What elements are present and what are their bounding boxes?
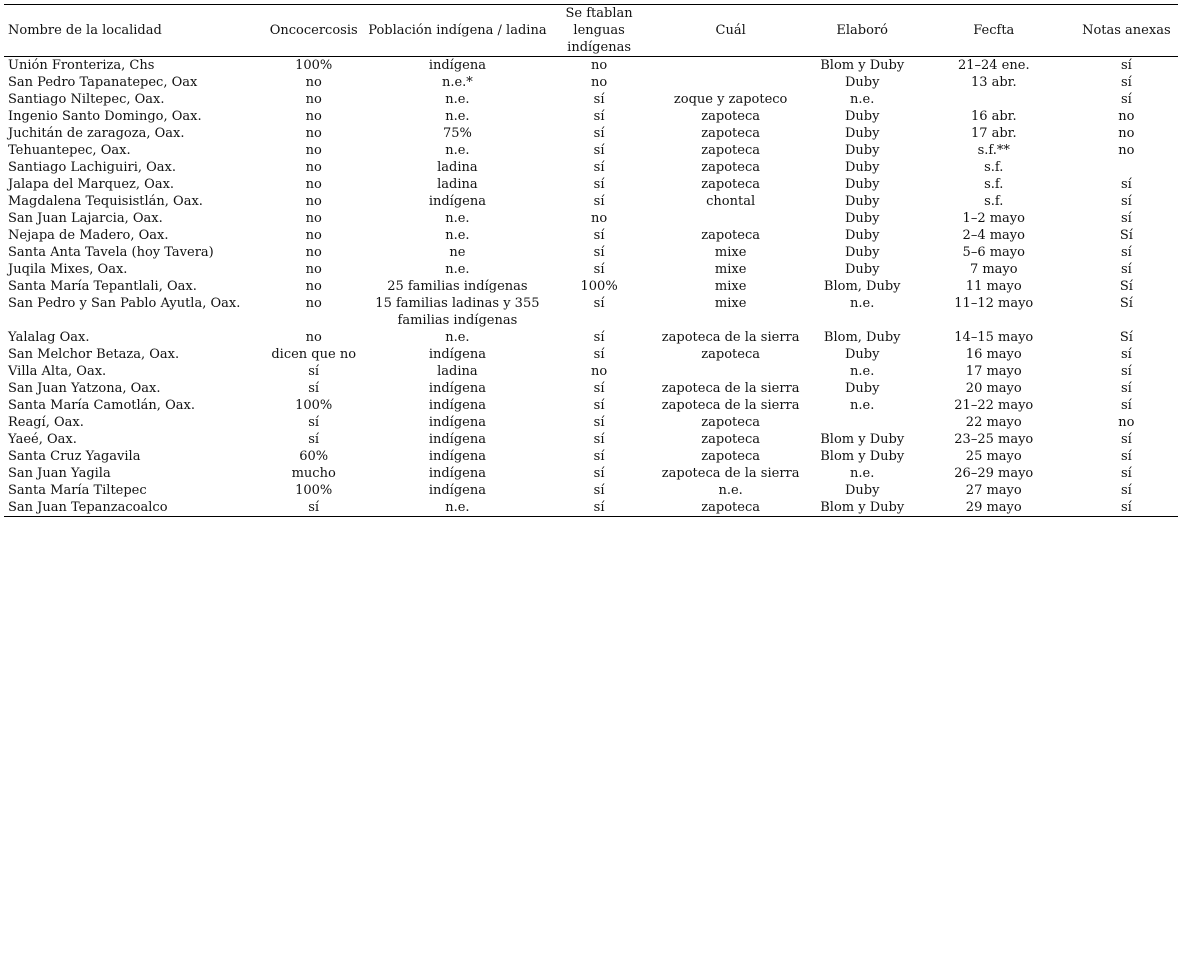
cell-notas: sí	[1120, 194, 1132, 209]
cell-nombre: Tehuantepec, Oax.	[8, 143, 131, 158]
cell-fecha: 21–24 ene.	[957, 58, 1030, 73]
cell-notas: sí	[1120, 483, 1132, 498]
cell-notas: sí	[1120, 347, 1132, 362]
cell-elaboro: Blom y Duby	[820, 449, 905, 464]
cell-poblacion: indígena	[428, 466, 486, 481]
cell-oncocercosis: no	[305, 245, 322, 260]
cell-poblacion: n.e.	[445, 92, 470, 107]
cell-lenguas: sí	[593, 228, 605, 243]
cell-lenguas: sí	[593, 449, 605, 464]
cell-notas: sí	[1120, 211, 1132, 226]
cell-fecha: 21–22 mayo	[954, 398, 1034, 413]
cell-poblacion: ladina	[437, 177, 478, 192]
cell-cual: zapoteca	[701, 177, 760, 192]
table-body	[4, 57, 1178, 517]
cell-cual	[650, 210, 812, 227]
cell-cual: zapoteca	[701, 228, 760, 243]
cell-notas: sí	[1120, 381, 1132, 396]
cell-oncocercosis: no	[305, 296, 322, 311]
cell-lenguas: no	[590, 58, 608, 73]
cell-nombre: San Juan Yatzona, Oax.	[8, 381, 161, 396]
cell-notas: Sí	[1119, 330, 1133, 345]
cell-elaboro: n.e.	[850, 364, 875, 379]
table-row	[4, 346, 1178, 363]
cell-fecha: 25 mayo	[965, 449, 1022, 464]
cell-cual: zapoteca	[701, 432, 760, 447]
cell-nombre: Santa María Camotlán, Oax.	[8, 398, 195, 413]
cell-elaboro: Duby	[844, 228, 880, 243]
table-row	[4, 142, 1178, 159]
cell-notas: sí	[1120, 466, 1132, 481]
cell-cual: chontal	[706, 194, 756, 209]
cell-cual: mixe	[714, 262, 747, 277]
cell-poblacion: n.e.*	[441, 75, 473, 90]
cell-poblacion: indígena	[428, 381, 486, 396]
table-row	[4, 397, 1178, 414]
cell-cual: zapoteca	[701, 160, 760, 175]
cell-cual	[650, 363, 812, 380]
table-row	[4, 125, 1178, 142]
cell-lenguas: no	[590, 364, 608, 379]
cell-lenguas: no	[590, 211, 608, 226]
cell-notas: sí	[1120, 500, 1132, 515]
cell-poblacion: n.e.	[445, 228, 470, 243]
cell-lenguas: sí	[593, 262, 605, 277]
cell-lenguas: no	[590, 75, 608, 90]
cell-lenguas: sí	[593, 432, 605, 447]
cell-lenguas: sí	[593, 126, 605, 141]
cell-elaboro: Duby	[844, 160, 880, 175]
cell-fecha: 5–6 mayo	[962, 245, 1025, 260]
cell-nombre: Juchitán de zaragoza, Oax.	[8, 126, 185, 141]
table-row	[4, 482, 1178, 499]
cell-poblacion: n.e.	[445, 500, 470, 515]
header-elaboro: Elaboró	[836, 23, 888, 38]
cell-elaboro: Duby	[844, 262, 880, 277]
cell-oncocercosis: no	[305, 109, 322, 124]
cell-oncocercosis: no	[305, 92, 322, 107]
cell-oncocercosis: no	[305, 143, 322, 158]
cell-nombre: Santa Cruz Yagavila	[8, 449, 141, 464]
cell-notas: sí	[1120, 262, 1132, 277]
cell-fecha: 7 mayo	[969, 262, 1018, 277]
table-row	[4, 261, 1178, 278]
cell-lenguas: sí	[593, 143, 605, 158]
cell-poblacion: 25 familias indígenas	[387, 279, 528, 294]
localities-table-container	[4, 4, 1178, 517]
cell-fecha: 23–25 mayo	[954, 432, 1034, 447]
cell-nombre: Juqila Mixes, Oax.	[8, 262, 128, 277]
cell-cual: zapoteca de la sierra	[661, 466, 800, 481]
table-row	[4, 465, 1178, 482]
table-row	[4, 414, 1178, 431]
cell-fecha: 11 mayo	[965, 279, 1022, 294]
cell-oncocercosis: no	[305, 279, 322, 294]
cell-nombre: Nejapa de Madero, Oax.	[8, 228, 169, 243]
table-row	[4, 210, 1178, 227]
table-row	[4, 57, 1178, 75]
cell-notas: sí	[1120, 364, 1132, 379]
cell-cual: zapoteca	[701, 109, 760, 124]
table-row	[4, 448, 1178, 465]
cell-cual: n.e.	[718, 483, 743, 498]
cell-nombre: Ingenio Santo Domingo, Oax.	[8, 109, 202, 124]
cell-fecha: 13 abr.	[970, 75, 1017, 90]
cell-poblacion: indígena	[428, 415, 486, 430]
cell-oncocercosis: no	[305, 160, 322, 175]
cell-cual: zapoteca	[701, 415, 760, 430]
cell-notas: no	[1118, 109, 1135, 124]
cell-fecha: s.f.**	[977, 143, 1010, 158]
cell-fecha: 27 mayo	[965, 483, 1022, 498]
cell-cual: mixe	[714, 279, 747, 294]
cell-poblacion: ne	[449, 245, 466, 260]
cell-cual: zapoteca	[701, 126, 760, 141]
cell-elaboro: Duby	[844, 109, 880, 124]
cell-poblacion: indígena	[428, 449, 486, 464]
table-row	[4, 244, 1178, 261]
cell-cual: zapoteca de la sierra	[661, 381, 800, 396]
table-row	[4, 91, 1178, 108]
table-row	[4, 431, 1178, 448]
cell-lenguas: sí	[593, 177, 605, 192]
cell-nombre: San Juan Yagila	[8, 466, 111, 481]
cell-poblacion: 75%	[442, 126, 472, 141]
cell-nombre: Santa María Tepantlali, Oax.	[8, 279, 197, 294]
cell-elaboro: n.e.	[850, 92, 875, 107]
cell-nombre: Unión Fronteriza, Chs	[8, 58, 155, 73]
cell-poblacion: ladina	[437, 160, 478, 175]
cell-fecha: 20 mayo	[965, 381, 1022, 396]
cell-cual: zapoteca de la sierra	[661, 398, 800, 413]
cell-fecha: 2–4 mayo	[962, 228, 1025, 243]
cell-poblacion: indígena	[428, 483, 486, 498]
cell-fecha: 11–12 mayo	[954, 296, 1034, 311]
cell-elaboro: Blom y Duby	[820, 500, 905, 515]
cell-nombre: San Melchor Betaza, Oax.	[8, 347, 180, 362]
table-row	[4, 193, 1178, 210]
cell-fecha: s.f.	[984, 194, 1004, 209]
cell-oncocercosis: no	[305, 330, 322, 345]
cell-fecha: 16 mayo	[965, 347, 1022, 362]
cell-cual: zapoteca de la sierra	[661, 330, 800, 345]
cell-nombre: Villa Alta, Oax.	[8, 364, 107, 379]
cell-lenguas: sí	[593, 296, 605, 311]
localities-table	[4, 4, 1178, 517]
cell-notas: sí	[1120, 449, 1132, 464]
cell-lenguas: sí	[593, 160, 605, 175]
cell-poblacion: n.e.	[445, 109, 470, 124]
cell-fecha: 17 abr.	[970, 126, 1017, 141]
cell-oncocercosis: sí	[308, 432, 320, 447]
cell-lenguas: sí	[593, 245, 605, 260]
table-row	[4, 176, 1178, 193]
cell-notas	[1075, 159, 1178, 176]
cell-fecha: 14–15 mayo	[954, 330, 1034, 345]
cell-nombre: Magdalena Tequisistlán, Oax.	[8, 194, 203, 209]
table-header	[4, 5, 1178, 57]
cell-notas: no	[1118, 126, 1135, 141]
cell-poblacion: n.e.	[445, 330, 470, 345]
cell-notas: Sí	[1119, 279, 1133, 294]
cell-oncocercosis: 100%	[295, 58, 333, 73]
table-row	[4, 329, 1178, 346]
cell-lenguas: sí	[593, 109, 605, 124]
cell-oncocercosis: dicen que no	[271, 347, 357, 362]
cell-elaboro: Duby	[844, 347, 880, 362]
table-row	[4, 159, 1178, 176]
cell-cual: zoque y zapoteco	[673, 92, 788, 107]
cell-elaboro: Blom, Duby	[823, 330, 901, 345]
cell-fecha: 22 mayo	[965, 415, 1022, 430]
cell-lenguas: sí	[593, 398, 605, 413]
cell-nombre: San Juan Tepanzacoalco	[8, 500, 168, 515]
cell-elaboro: Duby	[844, 126, 880, 141]
cell-fecha: 26–29 mayo	[954, 466, 1034, 481]
cell-poblacion: 15 familias ladinas y 355 familias indígenas	[375, 296, 540, 328]
cell-oncocercosis: sí	[308, 415, 320, 430]
cell-notas: sí	[1120, 58, 1132, 73]
cell-poblacion: indígena	[428, 58, 486, 73]
cell-fecha	[913, 91, 1075, 108]
cell-oncocercosis: 60%	[299, 449, 329, 464]
cell-notas: sí	[1120, 398, 1132, 413]
table-row	[4, 380, 1178, 397]
cell-oncocercosis: mucho	[291, 466, 336, 481]
cell-cual: zapoteca	[701, 500, 760, 515]
cell-oncocercosis: 100%	[295, 483, 333, 498]
cell-notas: sí	[1120, 75, 1132, 90]
table-row	[4, 108, 1178, 125]
cell-cual: zapoteca	[701, 347, 760, 362]
cell-nombre: San Pedro y San Pablo Ayutla, Oax.	[8, 296, 241, 311]
cell-nombre: Santa María Tiltepec	[8, 483, 147, 498]
cell-oncocercosis: 100%	[295, 398, 333, 413]
cell-elaboro: Duby	[844, 245, 880, 260]
cell-cual: mixe	[714, 245, 747, 260]
cell-notas: Sí	[1119, 296, 1133, 311]
header-lenguas: Se ftablan lenguas indígenas	[565, 6, 633, 55]
cell-fecha: 1–2 mayo	[962, 211, 1025, 226]
cell-poblacion: indígena	[428, 432, 486, 447]
cell-poblacion: n.e.	[445, 262, 470, 277]
cell-elaboro: Duby	[844, 177, 880, 192]
cell-elaboro	[812, 414, 913, 431]
cell-poblacion: indígena	[428, 194, 486, 209]
cell-nombre: Yalalag Oax.	[8, 330, 90, 345]
cell-lenguas: sí	[593, 92, 605, 107]
cell-oncocercosis: sí	[308, 364, 320, 379]
cell-nombre: Yaeé, Oax.	[8, 432, 77, 447]
cell-elaboro: Duby	[844, 194, 880, 209]
cell-elaboro: Duby	[844, 381, 880, 396]
header-nombre: Nombre de la localidad	[8, 23, 162, 38]
cell-nombre: Santa Anta Tavela (hoy Tavera)	[8, 245, 214, 260]
cell-elaboro: n.e.	[850, 466, 875, 481]
cell-lenguas: sí	[593, 347, 605, 362]
cell-notas: sí	[1120, 245, 1132, 260]
cell-lenguas: sí	[593, 415, 605, 430]
cell-oncocercosis: no	[305, 211, 322, 226]
cell-lenguas: sí	[593, 194, 605, 209]
cell-nombre: Jalapa del Marquez, Oax.	[8, 177, 175, 192]
cell-notas: sí	[1120, 432, 1132, 447]
cell-lenguas: sí	[593, 500, 605, 515]
cell-lenguas: sí	[593, 466, 605, 481]
table-row	[4, 363, 1178, 380]
header-poblacion: Población indígena / ladina	[368, 23, 547, 38]
header-notas: Notas anexas	[1082, 23, 1171, 38]
header-cual: Cuál	[715, 23, 746, 38]
cell-oncocercosis: sí	[308, 381, 320, 396]
cell-fecha: s.f.	[984, 177, 1004, 192]
table-row	[4, 278, 1178, 295]
cell-elaboro: n.e.	[850, 398, 875, 413]
cell-nombre: Santiago Lachiguiri, Oax.	[8, 160, 176, 175]
cell-oncocercosis: no	[305, 177, 322, 192]
cell-fecha: 17 mayo	[965, 364, 1022, 379]
cell-lenguas: 100%	[580, 279, 618, 294]
table-row	[4, 227, 1178, 244]
cell-cual: zapoteca	[701, 143, 760, 158]
cell-elaboro: Blom y Duby	[820, 58, 905, 73]
cell-fecha: s.f.	[984, 160, 1004, 175]
cell-poblacion: ladina	[437, 364, 478, 379]
cell-nombre: Reagí, Oax.	[8, 415, 84, 430]
cell-oncocercosis: no	[305, 75, 322, 90]
cell-lenguas: sí	[593, 483, 605, 498]
cell-fecha: 16 abr.	[970, 109, 1017, 124]
cell-elaboro: Blom y Duby	[820, 432, 905, 447]
cell-poblacion: n.e.	[445, 211, 470, 226]
cell-nombre: San Juan Lajarcia, Oax.	[8, 211, 163, 226]
cell-nombre: San Pedro Tapanatepec, Oax	[8, 75, 198, 90]
cell-notas: sí	[1120, 177, 1132, 192]
header-oncocercosis: Oncocercosis	[269, 23, 358, 38]
table-row	[4, 74, 1178, 91]
cell-elaboro: Duby	[844, 143, 880, 158]
cell-poblacion: indígena	[428, 347, 486, 362]
cell-oncocercosis: no	[305, 194, 322, 209]
header-fecha: Fecfta	[973, 23, 1015, 38]
cell-elaboro: Duby	[844, 483, 880, 498]
cell-oncocercosis: no	[305, 126, 322, 141]
cell-elaboro: Blom, Duby	[823, 279, 901, 294]
table-row	[4, 295, 1178, 329]
cell-cual: mixe	[714, 296, 747, 311]
cell-cual: zapoteca	[701, 449, 760, 464]
cell-elaboro: n.e.	[850, 296, 875, 311]
cell-elaboro: Duby	[844, 75, 880, 90]
cell-lenguas: sí	[593, 330, 605, 345]
cell-notas: no	[1118, 143, 1135, 158]
cell-notas: no	[1118, 415, 1135, 430]
cell-notas: sí	[1120, 92, 1132, 107]
cell-elaboro: Duby	[844, 211, 880, 226]
cell-fecha: 29 mayo	[965, 500, 1022, 515]
cell-notas: Sí	[1119, 228, 1133, 243]
cell-oncocercosis: no	[305, 262, 322, 277]
cell-poblacion: indígena	[428, 398, 486, 413]
cell-nombre: Santiago Niltepec, Oax.	[8, 92, 165, 107]
cell-cual	[650, 74, 812, 91]
cell-oncocercosis: no	[305, 228, 322, 243]
cell-lenguas: sí	[593, 381, 605, 396]
cell-poblacion: n.e.	[445, 143, 470, 158]
table-row	[4, 499, 1178, 517]
cell-cual	[650, 57, 812, 75]
cell-oncocercosis: sí	[308, 500, 320, 515]
header-row	[4, 5, 1178, 57]
